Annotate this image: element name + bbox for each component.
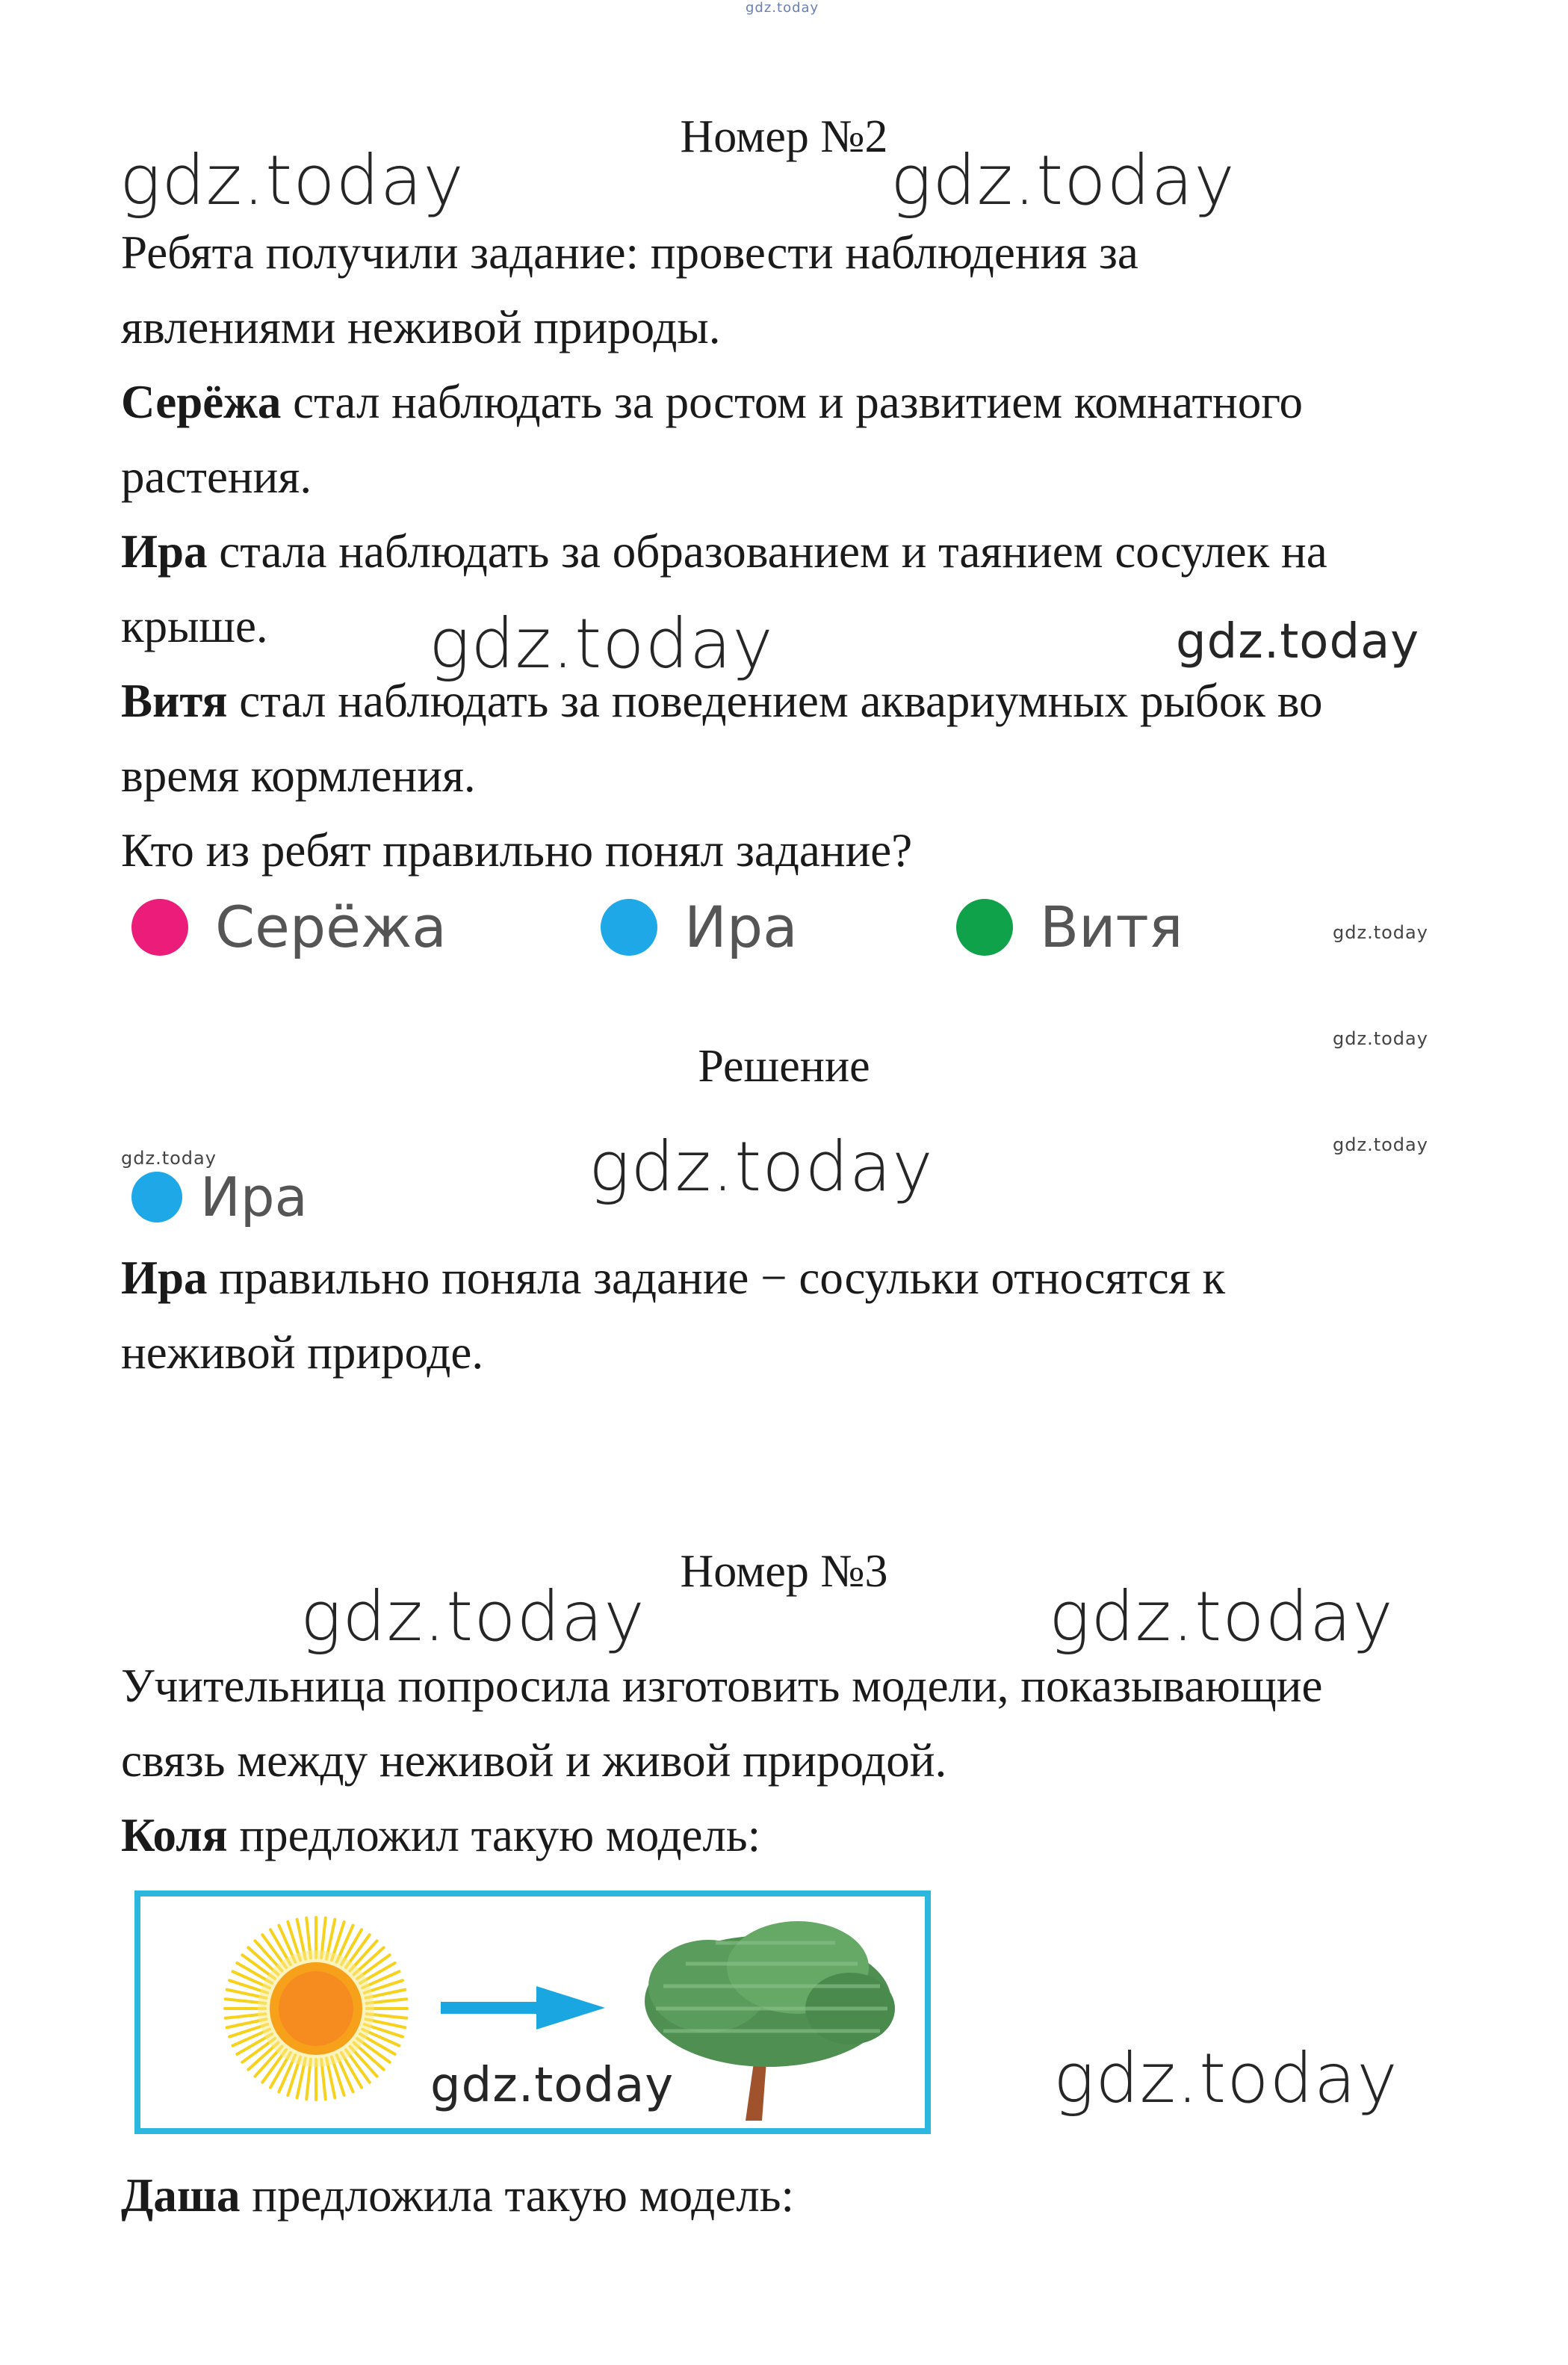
option-ira[interactable] bbox=[601, 894, 798, 960]
text-span: предложила такую модель: bbox=[240, 2169, 794, 2222]
watermark: gdz.today bbox=[121, 1148, 217, 1169]
text-line bbox=[121, 514, 1436, 589]
answer-ira bbox=[131, 1166, 308, 1228]
text-line: Ребята получили задание: провести наблюдения за bbox=[121, 226, 1138, 279]
task2-intro bbox=[121, 215, 1436, 888]
option-seryozha[interactable] bbox=[131, 894, 447, 960]
tree-icon bbox=[645, 1921, 895, 2121]
watermark: gdz.today bbox=[120, 140, 465, 220]
watermark: gdz.today bbox=[430, 2058, 675, 2113]
dasha-line bbox=[121, 2158, 1436, 2233]
text-line: связь между неживой и живой природой. bbox=[121, 1734, 947, 1787]
text-line bbox=[121, 1798, 1436, 1873]
task3-heading: Номер №3 bbox=[680, 1546, 888, 1597]
text-line bbox=[121, 664, 1436, 738]
option-label: Витя bbox=[1040, 894, 1183, 960]
text-span: предложил такую модель: bbox=[227, 1809, 761, 1861]
solution-heading: Решение bbox=[698, 1041, 870, 1092]
blue-dot-icon bbox=[131, 1172, 182, 1222]
watermark-top: gdz.today bbox=[746, 0, 819, 16]
text-line: растения. bbox=[121, 451, 312, 503]
option-label: Ира bbox=[684, 894, 798, 960]
question: Кто из ребят правильно понял задание? bbox=[121, 824, 913, 877]
child-name: Ира bbox=[121, 525, 208, 578]
child-name: Коля bbox=[121, 1809, 228, 1861]
task3-intro bbox=[121, 1648, 1436, 1873]
text-span: правильно поняла задание − сосульки относятся к bbox=[207, 1252, 1226, 1304]
text-span: стала наблюдать за образованием и таянием сосулек на bbox=[207, 525, 1327, 578]
arrow-icon bbox=[441, 1986, 605, 2029]
solution-text bbox=[121, 1240, 1436, 1390]
sun-icon bbox=[225, 1917, 407, 2100]
watermark: gdz.today bbox=[429, 604, 774, 684]
text-span: стал наблюдать за поведением аквариумных рыбок во bbox=[227, 675, 1323, 727]
text-line: явлениями неживой природы. bbox=[121, 301, 721, 353]
child-name: Ира bbox=[121, 1252, 208, 1304]
watermark: gdz.today bbox=[1053, 2038, 1398, 2118]
option-label: Серёжа bbox=[215, 894, 447, 960]
kolya-model bbox=[134, 1891, 931, 2134]
watermark: gdz.today bbox=[1049, 1577, 1394, 1657]
text-line bbox=[121, 365, 1436, 439]
text-line bbox=[121, 1240, 1436, 1315]
option-vitya[interactable] bbox=[956, 894, 1183, 960]
green-dot-icon bbox=[956, 899, 1013, 956]
child-name: Витя bbox=[121, 675, 228, 727]
watermark: gdz.today bbox=[589, 1127, 934, 1207]
watermark: gdz.today bbox=[1176, 614, 1420, 670]
pink-dot-icon bbox=[131, 899, 188, 956]
watermark: gdz.today bbox=[1333, 1028, 1428, 1049]
text-span: стал наблюдать за ростом и развитием комнатного bbox=[281, 376, 1303, 428]
watermark: gdz.today bbox=[1333, 1134, 1428, 1155]
child-name: Даша bbox=[121, 2169, 241, 2222]
text-line: время кормления. bbox=[121, 749, 476, 802]
watermark: gdz.today bbox=[300, 1577, 645, 1657]
text-line: Учительница попросила изготовить модели, показывающие bbox=[121, 1660, 1323, 1712]
text-line: неживой природе. bbox=[121, 1326, 484, 1379]
answer-label: Ира bbox=[200, 1166, 308, 1228]
child-name: Серёжа bbox=[121, 376, 282, 428]
text-line bbox=[121, 2158, 1436, 2233]
watermark: gdz.today bbox=[890, 140, 1236, 220]
watermark: gdz.today bbox=[1333, 922, 1428, 943]
text-line: крыше. bbox=[121, 600, 268, 652]
task2-heading: Номер №2 bbox=[680, 111, 888, 162]
blue-dot-icon bbox=[601, 899, 657, 956]
